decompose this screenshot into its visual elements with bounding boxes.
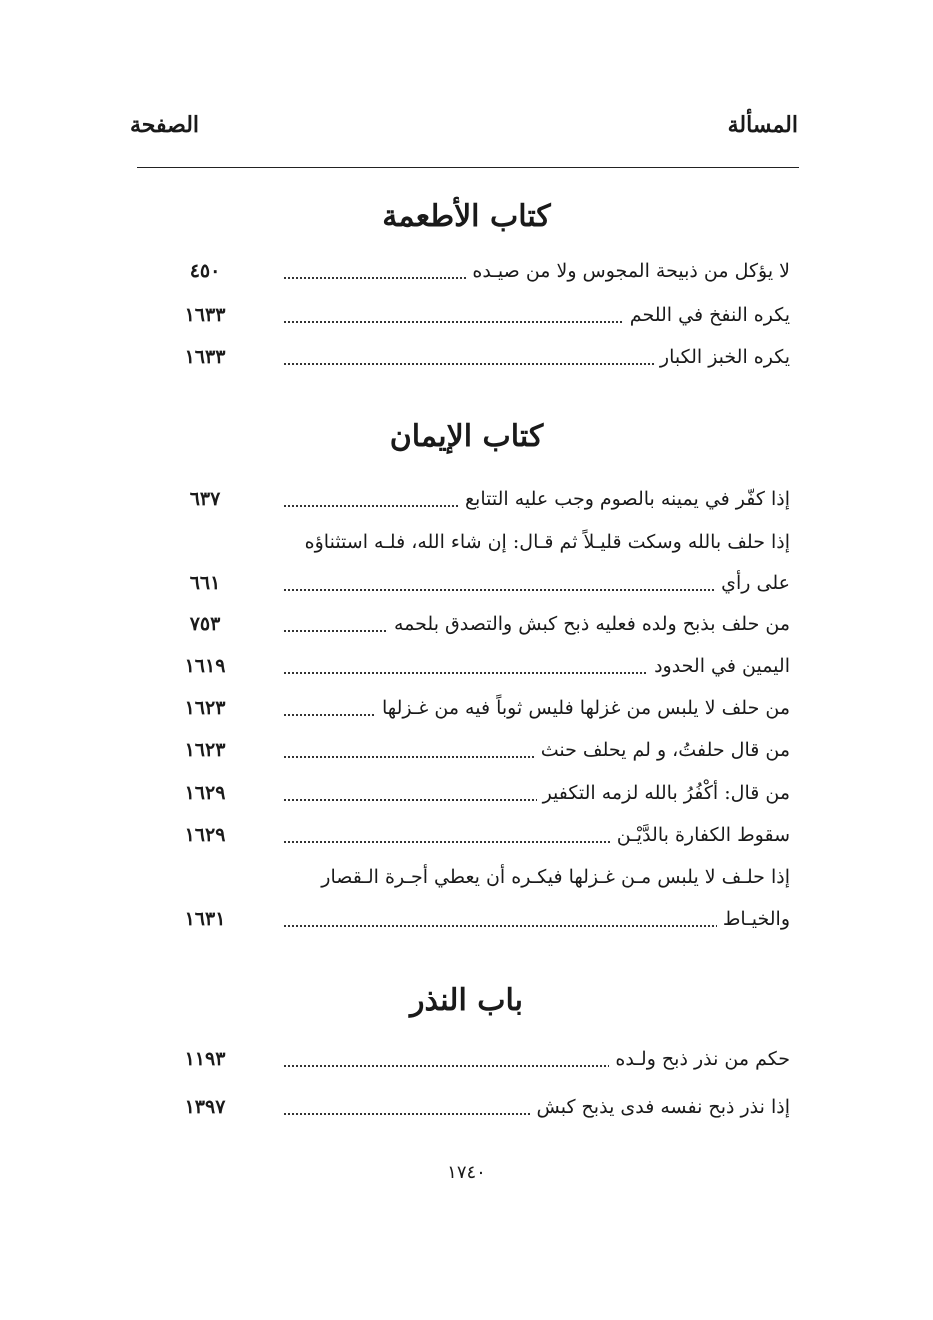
entry-page-number: ١٦٢٩ [184, 782, 226, 804]
index-entry [0, 1092, 933, 1122]
entry-page-number: ١٣٩٧ [184, 1096, 226, 1118]
entry-text: لا يؤكل من ذبيحة المجوس ولا من صيـده [466, 260, 790, 282]
question-column-heading: المسألة [727, 112, 798, 138]
entry-page-number: ١٦٢٣ [184, 739, 226, 761]
index-entry [0, 527, 933, 557]
header-divider [137, 167, 799, 168]
entry-text: إذا حلـف لا يلبس مـن غـزلها فيكـره أن يعطي أجـرة الـقصار [315, 866, 790, 888]
index-entry [0, 735, 933, 765]
entry-text: يكره الخبز الكبار [654, 346, 790, 368]
entry-page-number: ١٦٢٣ [184, 697, 226, 719]
entry-page-number: ٦٦١ [189, 572, 221, 594]
entry-text: حكم من نذر ذبح ولـده [609, 1048, 790, 1070]
entry-text: من حلف لا يلبس من غزلها فليس ثوباً فيه من غـزلها [376, 697, 790, 719]
entry-text: إذا كفّر في يمينه بالصوم وجب عليه التتابع [459, 488, 790, 510]
section-vows [0, 976, 933, 1026]
page-number: ١٧٤٠ [447, 1162, 486, 1183]
entry-page-number: ١٦٢٩ [184, 824, 226, 846]
page-column-heading: الصفحة [130, 112, 200, 138]
index-entry [0, 651, 933, 681]
entry-text: والخيـاط [717, 908, 790, 930]
entry-text: إذا حلف بالله وسكت قليـلاً ثم قـال: إن شاء الله، فلـه استثناؤه [299, 531, 790, 553]
entry-text: اليمين في الحدود [648, 655, 790, 677]
entry-text: سقوط الكفارة بالدَّيْـن [611, 824, 790, 846]
entry-text: من حلف بذبح ولده فعليه ذبح كبش والتصدق بلحمه [388, 613, 790, 635]
index-header [130, 112, 798, 152]
index-entry [0, 778, 933, 808]
index-entry [0, 342, 933, 372]
entry-page-number: ١١٩٣ [184, 1048, 226, 1070]
section-oaths [0, 412, 933, 462]
entry-page-number: ١٦٣٣ [184, 346, 226, 368]
index-entry [0, 693, 933, 723]
section-title: كتاب الأطعمة [382, 199, 551, 234]
index-entry [0, 1044, 933, 1074]
entry-page-number: ١٦٣٣ [184, 304, 226, 326]
entry-page-number: ٧٥٣ [189, 613, 221, 635]
leader-dots [284, 925, 790, 927]
entry-text: على رأي [715, 572, 790, 594]
index-entry [0, 904, 933, 934]
index-entry [0, 484, 933, 514]
section-title: كتاب الإيمان [389, 419, 544, 454]
entry-page-number: ١٦١٩ [184, 655, 226, 677]
entry-page-number: ٦٣٧ [189, 488, 221, 510]
section-foods [0, 192, 933, 242]
index-entry [0, 820, 933, 850]
entry-text: من قال حلفتُ، و لم يحلف حنث [535, 739, 790, 761]
index-entry [0, 568, 933, 598]
entry-text: يكره النفخ في اللحم [624, 304, 790, 326]
section-title: باب النذر [410, 983, 523, 1018]
index-entry [0, 300, 933, 330]
entry-page-number: ١٦٣١ [184, 908, 226, 930]
index-entry [0, 256, 933, 286]
entry-text: من قال: أكْفُرُ بالله لزمه التكفير [537, 782, 790, 804]
index-entry [0, 862, 933, 892]
entry-text: إذا نذر ذبح نفسه فدى يذبح كبش [531, 1096, 791, 1118]
entry-page-number: ٤٥٠ [189, 260, 221, 282]
index-entry [0, 609, 933, 639]
